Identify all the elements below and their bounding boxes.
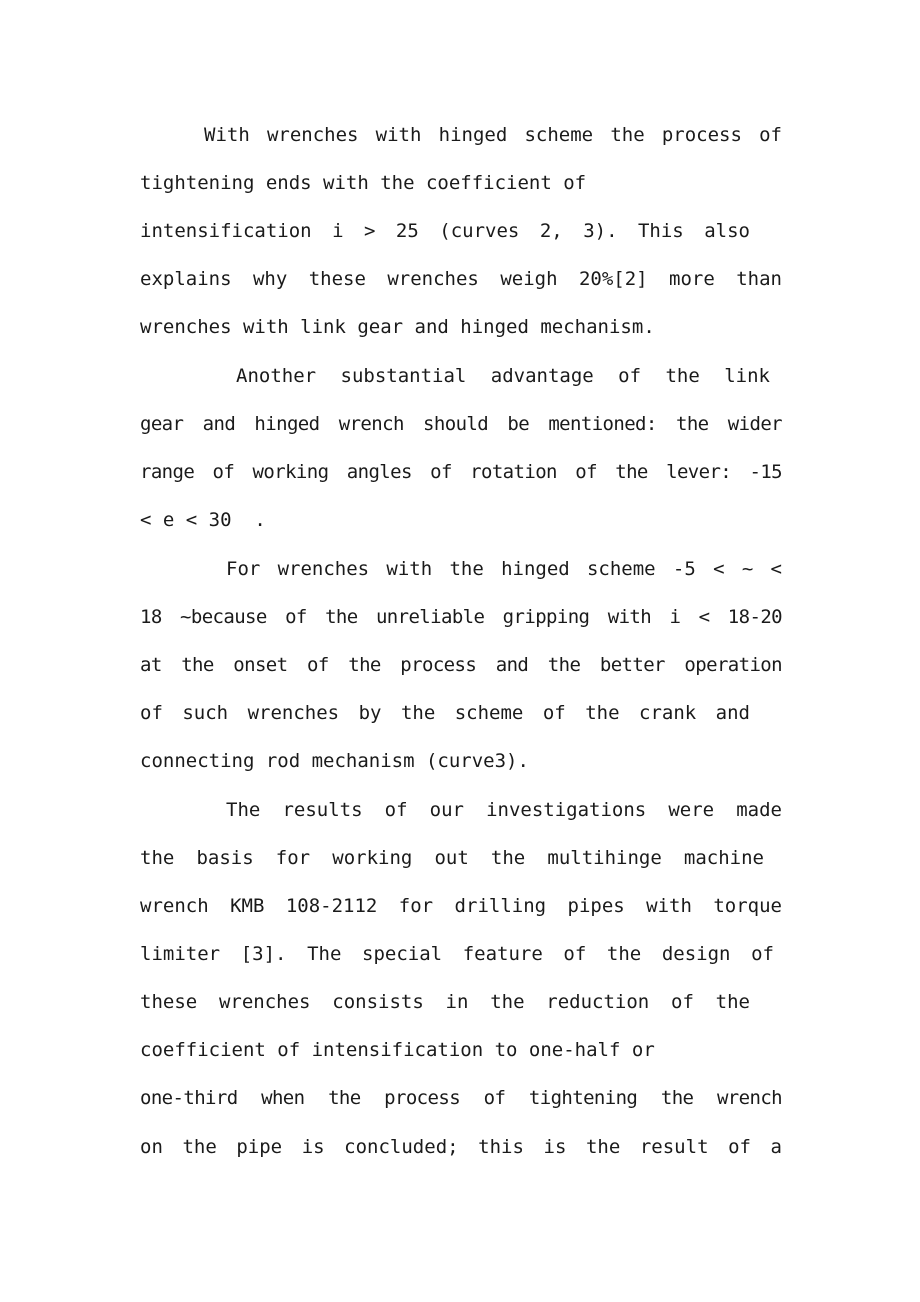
text-line: tightening ends with the coefficient of <box>140 172 587 194</box>
text-line: on the pipe is concluded; this is the result of a <box>140 1136 782 1158</box>
text-line: gear and hinged wrench should be mentioned: the wider <box>140 413 782 435</box>
text-line: connecting rod mechanism (curve3). <box>140 750 529 772</box>
text-line: at the onset of the process and the better operation <box>140 654 782 676</box>
text-line: range of working angles of rotation of the lever: -15 <box>140 461 782 483</box>
text-line: of such wrenches by the scheme of the crank and <box>140 702 750 724</box>
text-line: coefficient of intensification to one-half or <box>140 1039 655 1061</box>
text-line: For wrenches with the hinged scheme -5 < ~ < <box>226 558 782 580</box>
text-line: With wrenches with hinged scheme the process of <box>204 124 782 146</box>
text-line: 18 ~because of the unreliable gripping with i < 18-20 <box>140 606 782 628</box>
text-line: explains why these wrenches weigh 20%[2] more than <box>140 268 782 290</box>
text-line: wrenches with link gear and hinged mechanism. <box>140 316 655 338</box>
text-line: wrench KMB 108-2112 for drilling pipes with torque <box>140 895 782 917</box>
text-line: limiter [3]. The special feature of the design of <box>140 943 774 965</box>
text-line: these wrenches consists in the reduction of the <box>140 991 750 1013</box>
text-line: intensification i > 25 (curves 2, 3). This also <box>140 220 750 242</box>
text-line: < e < 30 . <box>140 509 266 531</box>
text-line: Another substantial advantage of the link <box>236 365 770 387</box>
text-line: the basis for working out the multihinge machine <box>140 847 764 869</box>
text-line: The results of our investigations were made <box>226 799 782 821</box>
text-line: one-third when the process of tightening the wrench <box>140 1087 782 1109</box>
